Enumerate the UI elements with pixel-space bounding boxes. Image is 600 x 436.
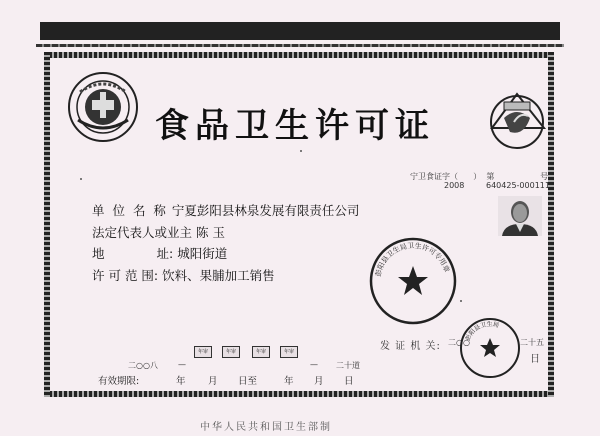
valid-month-unit-2: 月	[314, 376, 324, 387]
row-unit-name	[92, 201, 359, 219]
frame-border-left	[44, 52, 50, 397]
issuing-seal-icon	[458, 316, 522, 380]
valid-top-year: 二○○八	[128, 361, 158, 370]
frame-border-top	[44, 52, 554, 58]
svg-text:彭阳县卫生局	[463, 320, 499, 342]
issuer-label: 发 证 机 关:	[380, 341, 441, 352]
annual-check-stamp-4: 年审	[280, 346, 298, 358]
cert-number-prefix: 宁卫食证字（ ） 第 号	[410, 172, 549, 181]
frame-border-bottom	[44, 391, 554, 397]
valid-top-dash: —	[178, 360, 186, 369]
legal-rep-value: 陈 玉	[196, 225, 225, 240]
valid-day-unit-2: 日	[344, 376, 354, 387]
official-seal-icon	[368, 236, 458, 326]
annual-check-stamp-2: 年审	[222, 346, 240, 358]
issue-date-prefix: 二○○	[448, 338, 470, 347]
valid-year-unit: 年	[176, 376, 186, 387]
legal-rep-label: 法定代表人或业主	[92, 225, 193, 240]
health-emblem-icon	[66, 70, 140, 144]
seal-main-text: 彭阳县卫生局卫生许可专用章	[374, 241, 451, 278]
top-black-band	[40, 22, 560, 40]
issuer-footer: 中华人民共和国卫生部制	[200, 422, 332, 433]
row-legal-rep	[92, 223, 225, 241]
scan-speck	[80, 178, 82, 180]
scope-label: 许 可 范 围:	[92, 268, 159, 283]
food-safety-logo-icon	[484, 88, 550, 150]
issue-day-unit: 日	[530, 354, 540, 365]
row-address	[92, 244, 227, 262]
address-value: 城阳街道	[177, 246, 228, 261]
top-rule	[36, 44, 564, 47]
scan-speck	[460, 300, 462, 302]
seal-small-text: 彭阳县卫生局	[464, 320, 500, 343]
certificate-title: 食品卫生许可证	[155, 106, 435, 146]
valid-day-to: 日至	[238, 376, 258, 387]
issue-day: 二十五	[520, 338, 544, 347]
cert-year: 2008	[444, 181, 465, 190]
holder-photo	[498, 196, 542, 236]
address-label-part1: 地	[92, 246, 105, 261]
scan-speck	[300, 150, 302, 152]
annual-check-stamp-3: 年审	[252, 346, 270, 358]
address-label-part2: 址:	[156, 246, 174, 261]
scope-value: 饮料、果脯加工销售	[162, 268, 275, 283]
valid-label: 有效期限:	[98, 376, 140, 387]
unit-name-label: 单 位 名 称	[92, 203, 168, 218]
row-scope	[92, 266, 275, 284]
valid-top-tail: 二十道	[336, 361, 360, 370]
valid-year-unit-2: 年	[284, 376, 294, 387]
valid-month-unit: 月	[208, 376, 218, 387]
unit-name-value: 宁夏彭阳县林泉发展有限责任公司	[171, 203, 360, 218]
valid-top-dash-2: —	[310, 360, 318, 369]
annual-check-stamp-1: 年审	[194, 346, 212, 358]
cert-number: 640425-000111	[486, 181, 550, 190]
